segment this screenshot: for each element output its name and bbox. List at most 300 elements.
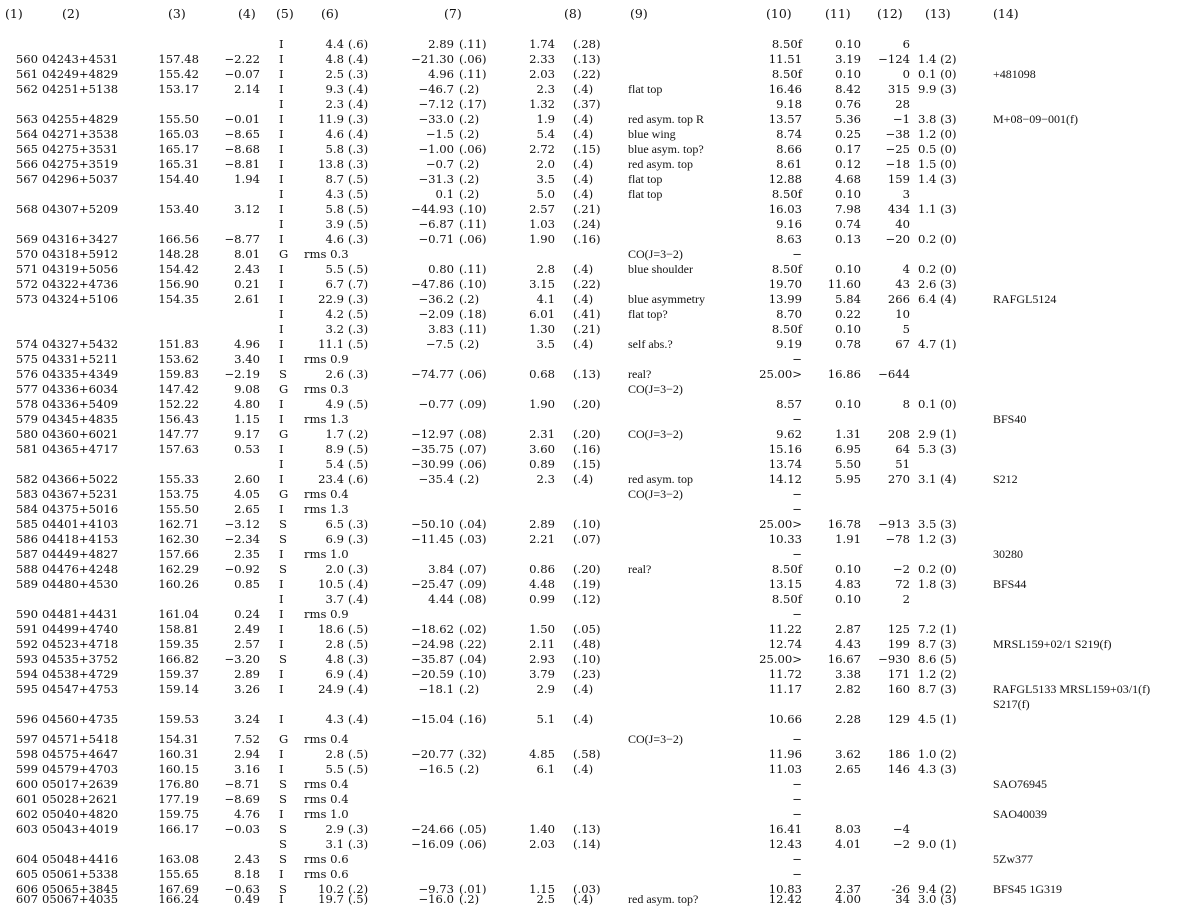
cell-v11: 0.10	[835, 67, 861, 81]
cell-e8: (.20)	[573, 427, 601, 441]
cell-v7: −24.98	[411, 637, 454, 651]
cell-t: I	[279, 412, 284, 426]
cell-v11: 0.10	[835, 592, 861, 606]
cell-v11: 0.10	[835, 262, 861, 276]
table-row	[0, 592, 1200, 607]
cell-v13: 6.4 (4)	[918, 292, 957, 306]
cell-v12: 146	[887, 762, 910, 776]
table-row	[0, 172, 1200, 187]
cell-e8: (.4)	[573, 472, 594, 486]
cell-e8: (.21)	[573, 202, 601, 216]
cell-t6: 6.5	[325, 517, 344, 531]
cell-name: 05028+2621	[42, 792, 119, 806]
cell-t: I	[279, 762, 284, 776]
cell-v10: 13.57	[768, 112, 802, 126]
cell-n: 604	[15, 852, 38, 866]
cell-t: S	[279, 777, 287, 791]
cell-t6: rms 0.4	[304, 732, 349, 746]
cell-t: I	[279, 262, 284, 276]
cell-v12: 159	[887, 172, 910, 186]
cell-e7: (.02)	[459, 622, 487, 636]
cell-v7: −30.99	[411, 457, 454, 471]
cell-l: 163.08	[158, 852, 199, 866]
cell-n: 584	[15, 502, 38, 516]
cell-v8: 5.1	[536, 712, 555, 726]
cell-l: 151.83	[158, 337, 199, 351]
table-row	[0, 532, 1200, 547]
cell-v8: 2.5	[536, 892, 555, 906]
cell-v7: −0.7	[425, 157, 454, 171]
cell-v8: 2.0	[536, 157, 555, 171]
cell-v7: −20.59	[411, 667, 454, 681]
cell-v10: 8.50f	[771, 187, 802, 201]
cell-l: 153.75	[158, 487, 199, 501]
cell-v10: 9.19	[776, 337, 802, 351]
cell-v8: 4.48	[529, 577, 555, 591]
cell-name: 04401+4103	[42, 517, 119, 531]
cell-v7: −7.5	[425, 337, 454, 351]
cell-l: 176.80	[158, 777, 199, 791]
cell-e6: (.3)	[348, 112, 369, 126]
cell-v13: 0.1 (0)	[918, 397, 957, 411]
table-row	[0, 262, 1200, 277]
cell-l: 154.40	[158, 172, 199, 186]
cell-t: I	[279, 217, 284, 231]
cell-t6: 3.2	[325, 322, 344, 336]
cell-n: 602	[15, 807, 38, 821]
cell-v12: −25	[885, 142, 910, 156]
cell-e6: (.6)	[348, 37, 369, 51]
cell-v7: −33.0	[418, 112, 454, 126]
cell-v11: 0.17	[835, 142, 861, 156]
cell-v12: 6	[902, 37, 910, 51]
cell-t: G	[279, 382, 289, 396]
cell-n: 600	[15, 777, 38, 791]
cell-v13: 3.5 (3)	[918, 517, 957, 531]
cell-n: 571	[15, 262, 38, 276]
cell-v10: −	[792, 247, 802, 261]
cell-v10: 16.41	[768, 822, 802, 836]
cell-v13: 5.3 (3)	[918, 442, 957, 456]
table-row	[0, 142, 1200, 157]
cell-v7: −20.77	[411, 747, 454, 761]
cell-t6: 5.5	[325, 262, 344, 276]
cell-e7: (.11)	[459, 262, 487, 276]
cell-name: 04418+4153	[42, 532, 119, 546]
cell-v8: 1.74	[529, 37, 555, 51]
cell-c14: BFS44	[993, 577, 1027, 591]
cell-t: I	[279, 352, 284, 366]
cell-v7: 4.44	[428, 592, 454, 606]
cell-e6: (.2)	[348, 427, 369, 441]
cell-v7: −24.66	[411, 822, 454, 836]
cell-e7: (.2)	[459, 172, 480, 186]
cell-e6: (.3)	[348, 652, 369, 666]
cell-n: 606	[15, 882, 38, 896]
cell-l: 159.37	[158, 667, 199, 681]
cell-n: 581	[15, 442, 38, 456]
cell-v12: 315	[887, 82, 910, 96]
cell-v7: −25.47	[411, 577, 454, 591]
cell-t: S	[279, 882, 287, 896]
table-row	[0, 67, 1200, 82]
cell-e8: (.13)	[573, 367, 601, 381]
table-row	[0, 747, 1200, 762]
cell-b: −8.77	[224, 232, 260, 246]
cell-e6: (.4)	[348, 82, 369, 96]
cell-name: 05048+4416	[42, 852, 119, 866]
cell-b: 0.85	[234, 577, 260, 591]
cell-e6: (.5)	[348, 442, 369, 456]
cell-c14: BFS45 1G319	[993, 882, 1063, 896]
cell-e8: (.4)	[573, 172, 594, 186]
cell-l: 159.14	[158, 682, 199, 696]
cell-e6: (.4)	[348, 682, 369, 696]
cell-t: I	[279, 607, 284, 621]
cell-name: 04523+4718	[42, 637, 119, 651]
cell-v12: 40	[895, 217, 910, 231]
cell-e6: (.3)	[348, 562, 369, 576]
cell-v10: 11.51	[768, 52, 802, 66]
cell-b: −3.12	[224, 517, 260, 531]
column-header: (10)	[766, 6, 792, 21]
cell-c14: M+08−09−001(f)	[993, 112, 1078, 126]
table-row	[0, 822, 1200, 837]
cell-t6: 24.9	[318, 682, 344, 696]
cell-e7: (.06)	[459, 232, 487, 246]
cell-e8: (.05)	[573, 622, 601, 636]
cell-t: I	[279, 322, 284, 336]
cell-t: I	[279, 142, 284, 156]
table-row	[0, 187, 1200, 202]
cell-v10: −	[792, 732, 802, 746]
cell-l: 154.31	[158, 732, 199, 746]
cell-t6: 1.7	[325, 427, 344, 441]
cell-b: 2.94	[234, 747, 260, 761]
cell-v12: −2	[892, 837, 910, 851]
cell-name: 04499+4740	[42, 622, 119, 636]
cell-n: 567	[15, 172, 38, 186]
cell-e8: (.03)	[573, 882, 601, 896]
cell-b: 2.49	[234, 622, 260, 636]
cell-name: 04366+5022	[42, 472, 119, 486]
cell-v10: 12.88	[768, 172, 802, 186]
cell-l: 156.43	[158, 412, 199, 426]
cell-v11: 0.12	[835, 157, 861, 171]
cell-t: I	[279, 547, 284, 561]
cell-v10: 12.42	[768, 892, 802, 906]
cell-v8: 2.89	[529, 517, 555, 531]
cell-v13: 8.7 (3)	[918, 682, 957, 696]
cell-n: 598	[15, 747, 38, 761]
cell-e8: (.16)	[573, 442, 601, 456]
cell-e8: (.07)	[573, 532, 601, 546]
cell-e8: (.4)	[573, 157, 594, 171]
cell-e8: (.12)	[573, 592, 601, 606]
cell-v10: 11.22	[768, 622, 802, 636]
cell-t6: 22.9	[318, 292, 344, 306]
cell-v10: 8.50f	[771, 262, 802, 276]
cell-e7: (.22)	[459, 637, 487, 651]
cell-e8: (.16)	[573, 232, 601, 246]
cell-l: 153.17	[158, 82, 199, 96]
cell-t: I	[279, 172, 284, 186]
cell-v11: 5.50	[835, 457, 861, 471]
cell-v11: 7.98	[835, 202, 861, 216]
cell-v11: 2.82	[835, 682, 861, 696]
cell-v12: 270	[887, 472, 910, 486]
cell-v11: 2.87	[835, 622, 861, 636]
cell-name: 04318+5912	[42, 247, 119, 261]
cell-e7: (.07)	[459, 562, 487, 576]
cell-v8: 1.40	[529, 822, 555, 836]
cell-c9: CO(J=3−2)	[628, 247, 683, 261]
cell-l: 147.77	[158, 427, 199, 441]
cell-v8: 0.89	[529, 457, 555, 471]
cell-v7: 2.89	[428, 37, 454, 51]
cell-v7: −7.12	[418, 97, 454, 111]
cell-l: 155.33	[158, 472, 199, 486]
cell-v11: 1.91	[835, 532, 861, 546]
cell-name: 04331+5211	[42, 352, 119, 366]
cell-t6: rms 0.6	[304, 867, 349, 881]
cell-b: −8.65	[224, 127, 260, 141]
cell-v13: 1.2 (2)	[918, 667, 957, 681]
cell-l: 159.53	[158, 712, 199, 726]
cell-l: 162.29	[158, 562, 199, 576]
cell-e6: (.6)	[348, 472, 369, 486]
cell-e7: (.03)	[459, 532, 487, 546]
cell-v7: −44.93	[411, 202, 454, 216]
cell-v13: 7.2 (1)	[918, 622, 957, 636]
cell-l: 159.35	[158, 637, 199, 651]
cell-v7: −36.2	[418, 292, 454, 306]
cell-e6: (.3)	[348, 142, 369, 156]
cell-t6: 10.2	[318, 882, 344, 896]
cell-n: 588	[15, 562, 38, 576]
cell-c9: flat top	[628, 172, 663, 186]
cell-v11: 3.62	[835, 747, 861, 761]
cell-e7: (.06)	[459, 367, 487, 381]
cell-l: 153.40	[158, 202, 199, 216]
cell-v13: 2.6 (3)	[918, 277, 957, 291]
cell-v12: −20	[885, 232, 910, 246]
cell-e6: (.3)	[348, 232, 369, 246]
cell-t: I	[279, 232, 284, 246]
cell-e8: (.20)	[573, 562, 601, 576]
table-row	[0, 517, 1200, 532]
cell-b: 9.17	[234, 427, 260, 441]
cell-n: 591	[15, 622, 38, 636]
cell-v10: 10.33	[768, 532, 802, 546]
cell-t: I	[279, 592, 284, 606]
cell-v8: 1.90	[529, 232, 555, 246]
cell-t6: rms 0.9	[304, 607, 349, 621]
cell-t6: rms 1.0	[304, 547, 349, 561]
cell-t6: rms 1.3	[304, 412, 349, 426]
cell-v11: 16.78	[827, 517, 861, 531]
cell-t6: rms 1.0	[304, 807, 349, 821]
cell-t: I	[279, 52, 284, 66]
cell-v13: 0.5 (0)	[918, 142, 957, 156]
cell-v11: 4.68	[835, 172, 861, 186]
cell-e6: (.5)	[348, 217, 369, 231]
cell-l: 154.35	[158, 292, 199, 306]
cell-v7: −15.04	[411, 712, 454, 726]
cell-t: I	[279, 667, 284, 681]
cell-t6: 11.1	[318, 337, 344, 351]
cell-e6: (.5)	[348, 337, 369, 351]
cell-t6: 23.4	[318, 472, 344, 486]
cell-v7: 0.1	[435, 187, 454, 201]
cell-e6: (.3)	[348, 292, 369, 306]
cell-e7: (.06)	[459, 837, 487, 851]
cell-n: 569	[15, 232, 38, 246]
cell-v11: 0.22	[835, 307, 861, 321]
cell-b: 1.15	[234, 412, 260, 426]
cell-v11: 6.95	[835, 442, 861, 456]
cell-t6: 6.7	[325, 277, 344, 291]
cell-v8: 2.9	[536, 682, 555, 696]
cell-l: 165.17	[158, 142, 199, 156]
cell-c9: red asym. top	[628, 472, 693, 486]
cell-v13: 0.2 (0)	[918, 562, 957, 576]
cell-v11: 0.10	[835, 37, 861, 51]
cell-v12: −4	[892, 822, 910, 836]
cell-n: 570	[15, 247, 38, 261]
column-header: (6)	[321, 6, 339, 21]
cell-n: 572	[15, 277, 38, 291]
cell-b: 2.14	[234, 82, 260, 96]
cell-t6: 2.9	[325, 822, 344, 836]
table-row	[0, 367, 1200, 382]
cell-b: 3.12	[234, 202, 260, 216]
cell-v12: 434	[887, 202, 910, 216]
cell-v8: 2.3	[536, 82, 555, 96]
cell-b: −8.68	[224, 142, 260, 156]
cell-n: 597	[15, 732, 38, 746]
cell-name: 05067+4035	[42, 892, 119, 906]
table-row	[0, 667, 1200, 682]
cell-e7: (.2)	[459, 682, 480, 696]
cell-e8: (.15)	[573, 142, 601, 156]
cell-name: 04481+4431	[42, 607, 119, 621]
cell-c9: CO(J=3−2)	[628, 382, 683, 396]
cell-e6: (.5)	[348, 637, 369, 651]
cell-t6: 5.8	[325, 202, 344, 216]
table-row	[0, 487, 1200, 502]
cell-n: 579	[15, 412, 38, 426]
cell-v13: 1.2 (3)	[918, 532, 957, 546]
column-header: (3)	[168, 6, 186, 21]
cell-v10: 12.74	[768, 637, 802, 651]
cell-v7: −16.0	[418, 892, 454, 906]
table-row	[0, 622, 1200, 637]
cell-v10: 19.70	[768, 277, 802, 291]
cell-l: 147.42	[158, 382, 199, 396]
cell-e8: (.4)	[573, 127, 594, 141]
cell-v13: 1.8 (3)	[918, 577, 957, 591]
cell-v12: −930	[878, 652, 910, 666]
cell-n: 577	[15, 382, 38, 396]
cell-n: 587	[15, 547, 38, 561]
cell-v8: 4.85	[529, 747, 555, 761]
cell-v8: 2.3	[536, 472, 555, 486]
cell-v10: 25.00>	[759, 652, 802, 666]
cell-t: I	[279, 127, 284, 141]
cell-t6: 3.9	[325, 217, 344, 231]
cell-v8: 3.5	[536, 337, 555, 351]
table-row	[0, 547, 1200, 562]
cell-v12: 0	[902, 67, 910, 81]
table-row	[0, 112, 1200, 127]
cell-n: 593	[15, 652, 38, 666]
cell-v7: −50.10	[411, 517, 454, 531]
cell-v12: 10	[895, 307, 910, 321]
cell-e7: (.06)	[459, 142, 487, 156]
cell-v7: −35.75	[411, 442, 454, 456]
cell-t6: 4.3	[325, 712, 344, 726]
cell-t6: 3.1	[325, 837, 344, 851]
cell-b: 2.65	[234, 502, 260, 516]
cell-n: 561	[15, 67, 38, 81]
column-header: (5)	[276, 6, 294, 21]
cell-t6: 4.4	[325, 37, 344, 51]
cell-v8: 1.30	[529, 322, 555, 336]
cell-b: 0.53	[234, 442, 260, 456]
cell-name: 04275+3519	[42, 157, 119, 171]
column-header: (1)	[5, 6, 23, 21]
cell-v10: −	[792, 502, 802, 516]
cell-t6: 4.2	[325, 307, 344, 321]
cell-e6: (.3)	[348, 367, 369, 381]
cell-name: 04360+6021	[42, 427, 119, 441]
cell-v7: −31.3	[418, 172, 454, 186]
cell-name: 04316+3427	[42, 232, 119, 246]
table-row	[0, 322, 1200, 337]
cell-t6: 9.3	[325, 82, 344, 96]
cell-e8: (.10)	[573, 517, 601, 531]
cell-t: I	[279, 637, 284, 651]
cell-e8: (.48)	[573, 637, 601, 651]
cell-n: 580	[15, 427, 38, 441]
cell-e7: (.2)	[459, 292, 480, 306]
cell-v11: 0.10	[835, 397, 861, 411]
cell-b: 3.40	[234, 352, 260, 366]
cell-v12: 64	[895, 442, 910, 456]
cell-l: 162.71	[158, 517, 199, 531]
table-row	[0, 277, 1200, 292]
cell-v12: 5	[902, 322, 910, 336]
cell-e6: (.3)	[348, 517, 369, 531]
cell-v12: 72	[895, 577, 910, 591]
cell-e7: (.2)	[459, 762, 480, 776]
cell-t6: 2.0	[325, 562, 344, 576]
cell-t6: rms 0.9	[304, 352, 349, 366]
cell-t6: 5.8	[325, 142, 344, 156]
cell-v7: −6.87	[418, 217, 454, 231]
cell-l: 159.83	[158, 367, 199, 381]
cell-name: 04336+5409	[42, 397, 119, 411]
cell-n: 565	[15, 142, 38, 156]
cell-v11: 16.86	[827, 367, 861, 381]
cell-v13: 1.1 (3)	[918, 202, 957, 216]
cell-n: 585	[15, 517, 38, 531]
cell-l: 155.50	[158, 502, 199, 516]
cell-c14: BFS40	[993, 412, 1027, 426]
cell-t: S	[279, 532, 287, 546]
cell-v11: 2.37	[835, 882, 861, 896]
